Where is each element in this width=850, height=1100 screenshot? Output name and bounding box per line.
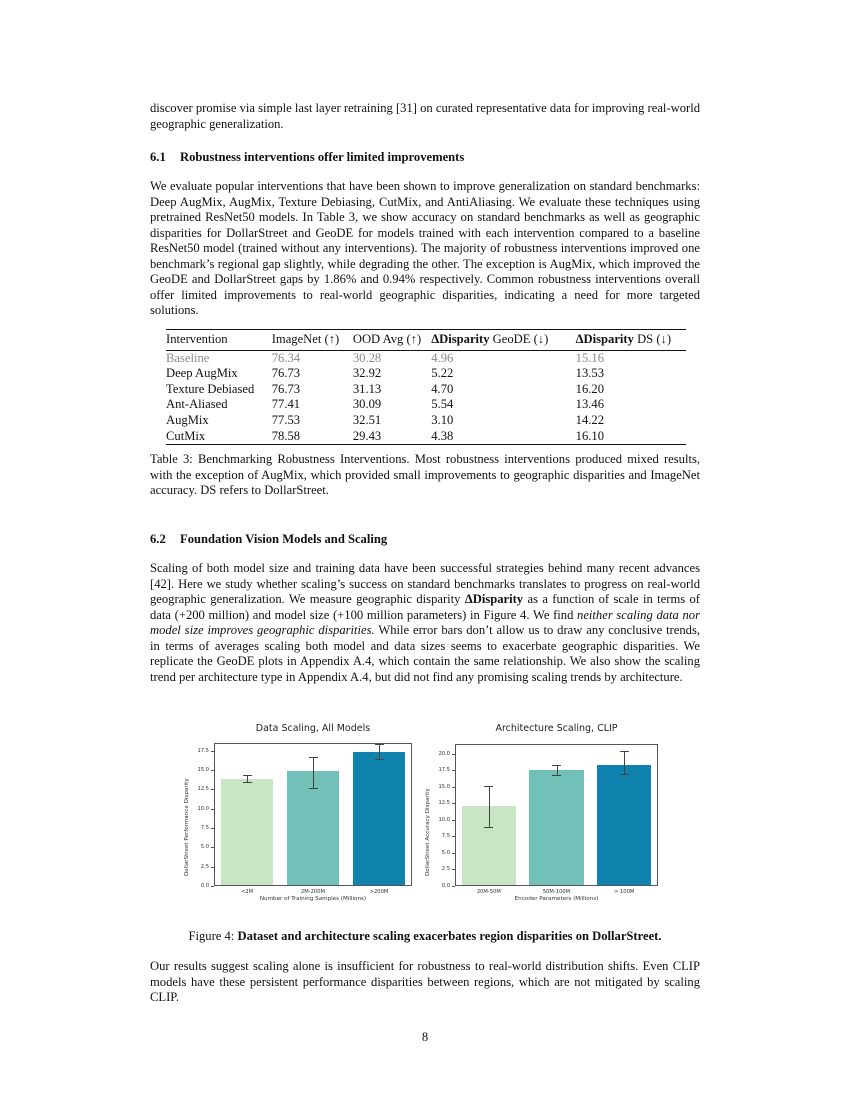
cell-imagenet: 76.34 [271,350,301,365]
intro-paragraph: discover promise via simple last layer retraining [31] on curated representative data for improving real-world geographic generalization. [150,101,700,131]
error-bar [379,744,380,759]
cell-disparity-geode: 3.10 [431,412,454,427]
y-tick-mark [452,803,455,804]
error-cap-bottom [484,827,493,828]
table-row [166,350,686,366]
y-axis-label: DollarStreet Performance Disparity [184,778,190,876]
y-tick-label: 7.5 [200,825,209,832]
x-tick-label: 50M-100M [542,889,571,895]
y-tick-label: 15.0 [197,767,209,774]
y-tick-mark [452,754,455,755]
section-6-1-heading: 6.1 Robustness interventions offer limited improvements [150,150,465,164]
table-3 [166,329,686,445]
col-disparity-geode: ΔDisparity GeoDE (↓) [431,332,549,346]
error-cap-top [243,775,252,776]
chart-architecture-scaling [420,718,665,908]
table-row [166,429,686,445]
cell-ood-avg: 32.92 [352,366,382,381]
cell-disparity-ds: 13.46 [575,397,604,412]
x-axis-label: Encoder Parameters (Millions) [514,896,599,902]
cell-disparity-geode: 5.22 [431,366,454,381]
cell-disparity-ds: 13.53 [575,366,604,381]
results-table [166,329,686,445]
bar-1 [529,770,583,885]
error-cap-top [484,786,493,787]
table-row [166,366,686,382]
y-tick-mark [452,770,455,771]
cell-imagenet: 76.73 [271,381,301,396]
y-tick-mark [211,789,214,790]
error-bar [557,765,558,775]
cell-intervention: Deep AugMix [166,366,238,381]
col-ood-avg: OOD Avg (↑) [352,332,422,346]
col-intervention: Intervention [166,332,228,346]
figure-4-caption: Figure 4: Dataset and architecture scaling exacerbates region disparities on DollarStreet. [188,929,662,943]
cell-disparity-geode: 5.54 [431,397,454,412]
page-number: 8 [421,1030,429,1044]
y-axis-label: DollarStreet Accuracy Disparity [425,788,431,876]
bar-2 [353,752,406,885]
cell-intervention: AugMix [166,412,209,427]
x-tick-label: > 100M [613,889,635,895]
chart-data-scaling [180,718,420,908]
y-tick-label: 2.5 [441,866,450,873]
cell-imagenet: 77.53 [271,412,301,427]
error-bar [247,775,248,783]
cell-disparity-geode: 4.38 [431,428,454,443]
y-tick-mark [452,886,455,887]
cell-intervention: Baseline [166,350,210,365]
error-cap-bottom [375,759,384,760]
chart-title: Architecture Scaling, CLIP [495,723,618,734]
cell-ood-avg: 30.28 [352,350,382,365]
x-tick-label: <2M [240,889,254,895]
y-tick-label: 0.0 [200,883,209,889]
cell-intervention: Texture Debiased [166,381,255,396]
y-tick-label: 0.0 [441,883,450,889]
y-tick-label: 2.5 [200,863,209,870]
y-tick-mark [211,751,214,752]
cell-imagenet: 78.58 [271,428,301,443]
cell-imagenet: 77.41 [271,397,301,412]
x-tick-label: 2M-200M [300,889,326,895]
y-tick-mark [452,820,455,821]
y-tick-mark [211,828,214,829]
y-tick-label: 12.5 [438,800,450,807]
section-6-2-paragraph: Scaling of both model size and training data have been successful strategies behind many recent advances [42]. Here we study whether scaling’s success on standard benchmarks translates to progress on real-world geographic generalization. We measure geographic disparity ΔDisparity as a function of scale in terms of data (+200 million) and model size (+100 million parameters) in Figure 4. We find neither scaling data nor model size improves geographic disparities. While error bars don’t allow us to draw any conclusive trends, in terms of averages scaling both model and data sizes seems to exacerbate geographic disparities. We replicate the GeoDE plots in Appendix A.4, which contain the same relationship. We also show the scaling trend per architecture type in Appendix A.4, but did not find any promising scaling trends by architecture. [150,561,700,684]
y-tick-mark [452,836,455,837]
table-header-row [166,330,686,351]
y-tick-mark [211,867,214,868]
section-6-1-paragraph: We evaluate popular interventions that have been shown to improve generalization on standard benchmarks: Deep AugMix, AugMix, Texture Debiasing, CutMix, and AntiAliasing. We evaluate these techniques using pretrained ResNet50 models. In Table 3, we show accuracy on standard benchmarks as well as geographic disparities for DollarStreet and GeoDE for models trained with each intervention compared to a baseline ResNet50 model (trained without any interventions). The majority of robustness interventions improved one benchmark’s regional gap slightly, while degrading the other. The exception is AugMix, which improved the GeoDE and DollarStreet gaps by 1.86% and 0.94% respectively. Common robustness interventions overall offer limited improvements to real-world geographic disparities, indicating a need for more targeted solutions. [150,179,700,317]
y-tick-mark [452,853,455,854]
section-6-2-heading: 6.2 Foundation Vision Models and Scaling [150,532,388,546]
table-3-caption: Table 3: Benchmarking Robustness Interventions. Most robustness interventions produced mixed results, with the exception of AugMix, which provided small improvements to geographic disparities and ImageNet accuracy. DS refers to DollarStreet. [150,452,700,497]
cell-ood-avg: 31.13 [352,381,382,396]
col-disparity-ds: ΔDisparity DS (↓) [575,332,672,346]
y-tick-mark [211,770,214,771]
y-tick-label: 17.5 [438,767,450,774]
error-cap-top [552,765,561,766]
cell-disparity-geode: 4.96 [431,350,454,365]
closing-paragraph: Our results suggest scaling alone is insufficient for robustness to real-world distribution shifts. Even CLIP models have these persistent performance disparities between regions, which are not mitigated by scaling CLIP. [150,959,700,1004]
chart-title: Data Scaling, All Models [255,723,371,734]
error-cap-bottom [620,774,629,775]
cell-ood-avg: 29.43 [352,428,382,443]
y-tick-label: 12.5 [197,786,209,793]
cell-disparity-ds: 14.22 [575,412,604,427]
bar-0 [221,779,274,885]
y-tick-label: 10.0 [438,816,450,823]
y-tick-mark [211,809,214,810]
y-tick-label: 17.5 [197,747,209,754]
error-bar [624,751,625,774]
y-tick-label: 10.0 [197,805,209,812]
y-tick-label: 5.0 [441,849,450,856]
cell-disparity-ds: 16.20 [575,381,604,396]
y-tick-label: 5.0 [200,844,209,851]
y-tick-label: 20.0 [438,750,450,757]
y-tick-mark [452,787,455,788]
cell-ood-avg: 32.51 [352,412,382,427]
cell-intervention: Ant-Aliased [166,397,228,412]
cell-disparity-ds: 15.16 [575,350,604,365]
table-row [166,397,686,413]
error-cap-bottom [243,782,252,783]
y-tick-label: 15.0 [438,783,450,790]
error-bar [489,786,490,827]
error-cap-top [620,751,629,752]
x-axis-label: Number of Training Samples (Millions) [259,896,367,902]
cell-ood-avg: 30.09 [352,397,382,412]
error-cap-bottom [309,788,318,789]
col-imagenet: ImageNet (↑) [271,332,340,346]
cell-intervention: CutMix [166,428,206,443]
error-bar [313,757,314,788]
y-tick-mark [452,869,455,870]
table-row [166,413,686,429]
x-tick-label: >200M [369,889,389,895]
x-tick-label: 20M-50M [476,889,501,895]
table-row [166,382,686,398]
y-tick-mark [211,886,214,887]
bar-2 [597,765,651,885]
y-tick-label: 7.5 [441,833,450,840]
y-tick-mark [211,847,214,848]
error-cap-top [375,744,384,745]
cell-disparity-ds: 16.10 [575,428,604,443]
error-cap-bottom [552,775,561,776]
cell-imagenet: 76.73 [271,366,301,381]
error-cap-top [309,757,318,758]
cell-disparity-geode: 4.70 [431,381,454,396]
